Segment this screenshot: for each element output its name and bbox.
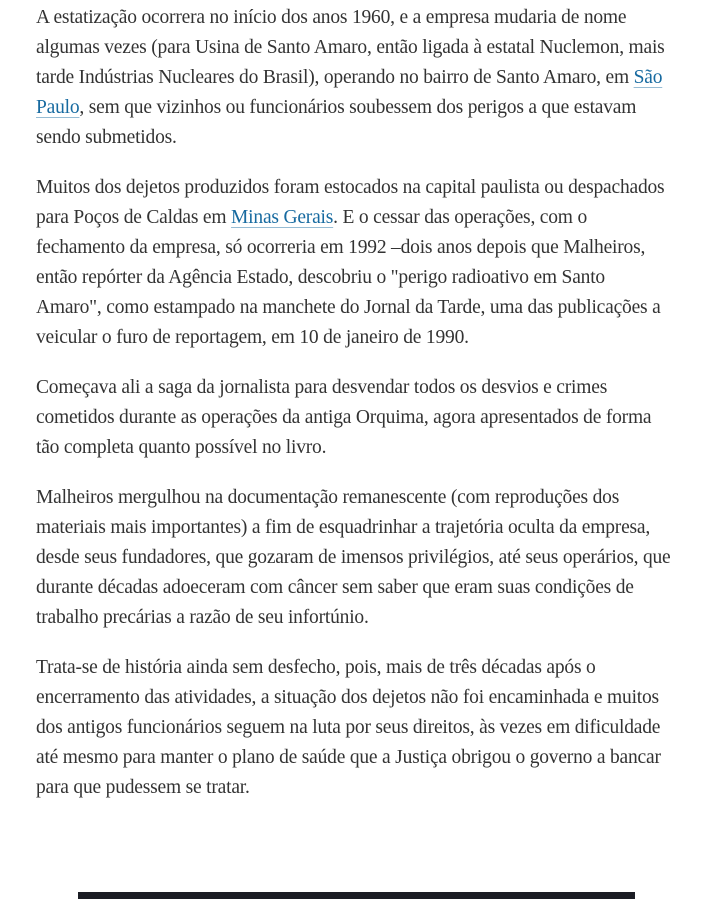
paragraph-text: Trata-se de história ainda sem desfecho, pois, mais de três décadas após o encerramento das atividades, a situação dos dejetos não foi encaminhada e muitos dos antigos funcionários seguem na luta por seus direitos, às vezes em dificuldade até mesmo para manter o plano de saúde que a Justiça obrigou o governo a bancar para que pudessem se tratar. bbox=[36, 657, 661, 798]
paragraph-text: A estatização ocorrera no início dos anos 1960, e a empresa mudaria de nome algumas vezes (para Usina de Santo Amaro, então ligada à estatal Nuclemon, mais tarde Indústrias Nucleares do Brasil), operando no bairro de Santo Amaro, em bbox=[36, 7, 665, 88]
next-element-top-edge bbox=[78, 892, 635, 899]
paragraph-text: Muitos dos dejetos produzidos foram estocados na capital paulista ou despachados para Poços de Caldas em bbox=[36, 177, 665, 228]
paragraph bbox=[36, 173, 673, 353]
paragraph bbox=[36, 653, 673, 803]
inline-link-minas-gerais[interactable]: Minas Gerais bbox=[231, 207, 334, 228]
paragraph-text: . E o cessar das operações, com o fechamento da empresa, só ocorreria em 1992 –dois anos depois que Malheiros, então repórter da Agência Estado, descobriu o "perigo radioativo em Santo Amaro", como estampado na manchete do Jornal da Tarde, uma das publicações a veicular o furo de reportagem, em 10 de janeiro de 1990. bbox=[36, 207, 661, 348]
paragraph bbox=[36, 3, 673, 153]
paragraph-text: , sem que vizinhos ou funcionários soubessem dos perigos a que estavam sendo submetidos. bbox=[36, 97, 637, 148]
paragraph-list bbox=[36, 3, 673, 803]
paragraph bbox=[36, 483, 673, 633]
paragraph-text: Malheiros mergulhou na documentação remanescente (com reproduções dos materiais mais importantes) a fim de esquadrinhar a trajetória oculta da empresa, desde seus fundadores, que gozaram de imensos privilégios, até seus operários, que durante décadas adoeceram com câncer sem saber que eram suas condições de trabalho precárias a razão de seu infortúnio. bbox=[36, 487, 671, 628]
paragraph bbox=[36, 373, 673, 463]
inline-link-sao-paulo[interactable]: São Paulo bbox=[36, 67, 663, 118]
paragraph-text: Começava ali a saga da jornalista para desvendar todos os desvios e crimes cometidos durante as operações da antiga Orquima, agora apresentados de forma tão completa quanto possível no livro. bbox=[36, 377, 652, 458]
